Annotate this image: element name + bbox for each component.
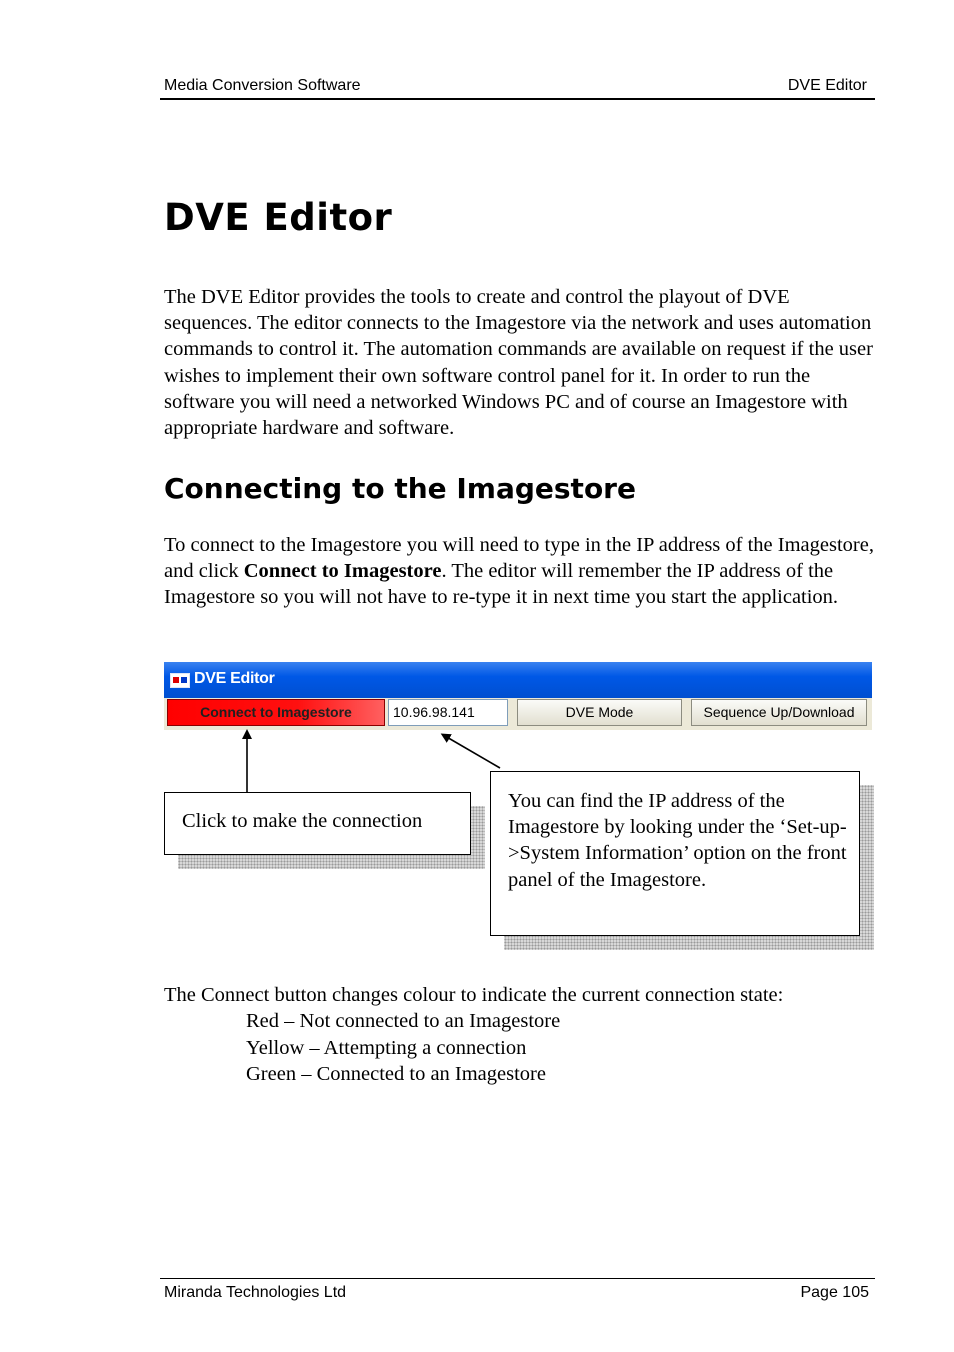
callout-ip: You can find the IP address of the Imagestore by looking under the ‘Set-up->System Information’ option on the front panel of the Imagestore. [490, 771, 860, 936]
footer-left: Miranda Technologies Ltd [164, 1284, 347, 1301]
arrow-to-ip [445, 736, 500, 768]
dve-mode-button[interactable]: DVE Mode [517, 699, 682, 726]
app-icon [170, 673, 190, 688]
callout-connect: Click to make the connection [164, 792, 471, 855]
state-green: Green – Connected to an Imagestore [246, 1063, 546, 1085]
dve-editor-window [164, 662, 872, 730]
header-left: Media Conversion Software [164, 77, 361, 94]
state-yellow: Yellow – Attempting a connection [246, 1036, 527, 1059]
connect-button[interactable]: Connect to Imagestore [167, 699, 385, 726]
state-red: Red – Not connected to an Imagestore [246, 1010, 561, 1032]
section-title: Connecting to the Imagestore [164, 472, 636, 505]
intro-paragraph: The DVE Editor provides the tools to create and control the playout of DVE sequences. The editor connects to the Imagestore via the network and uses automation commands to control it. The automation commands are available on request if the user wishes to implement their own software control panel for it. In order to run the software you will need a networked Windows PC and of course an Imagestore with appropriate hardware and software. [164, 286, 873, 440]
footer-rule [160, 1278, 875, 1279]
connect-text-before: To connect to the Imagestore you will need to type in the IP address of the Imagestore, and click [164, 534, 874, 583]
connect-paragraph [164, 532, 879, 611]
connect-text-bold: Connect to Imagestore [243, 560, 442, 583]
window-title: DVE Editor [194, 670, 275, 687]
connect-text-after: . The editor will remember the IP address of the Imagestore so you will not have to re-type it in next time you start the application. [164, 560, 839, 609]
page-number: Page 105 [800, 1284, 869, 1301]
state-list [246, 1008, 560, 1088]
sequence-updownload-button[interactable]: Sequence Up/Download [691, 699, 867, 726]
header-right: DVE Editor [787, 77, 867, 94]
ip-address-input[interactable]: 10.96.98.141 [388, 699, 508, 726]
page-title: DVE Editor [164, 196, 393, 239]
window-titlebar [164, 662, 872, 698]
header-rule [160, 98, 875, 100]
state-intro: The Connect button changes colour to indicate the current connection state: [164, 984, 784, 1006]
